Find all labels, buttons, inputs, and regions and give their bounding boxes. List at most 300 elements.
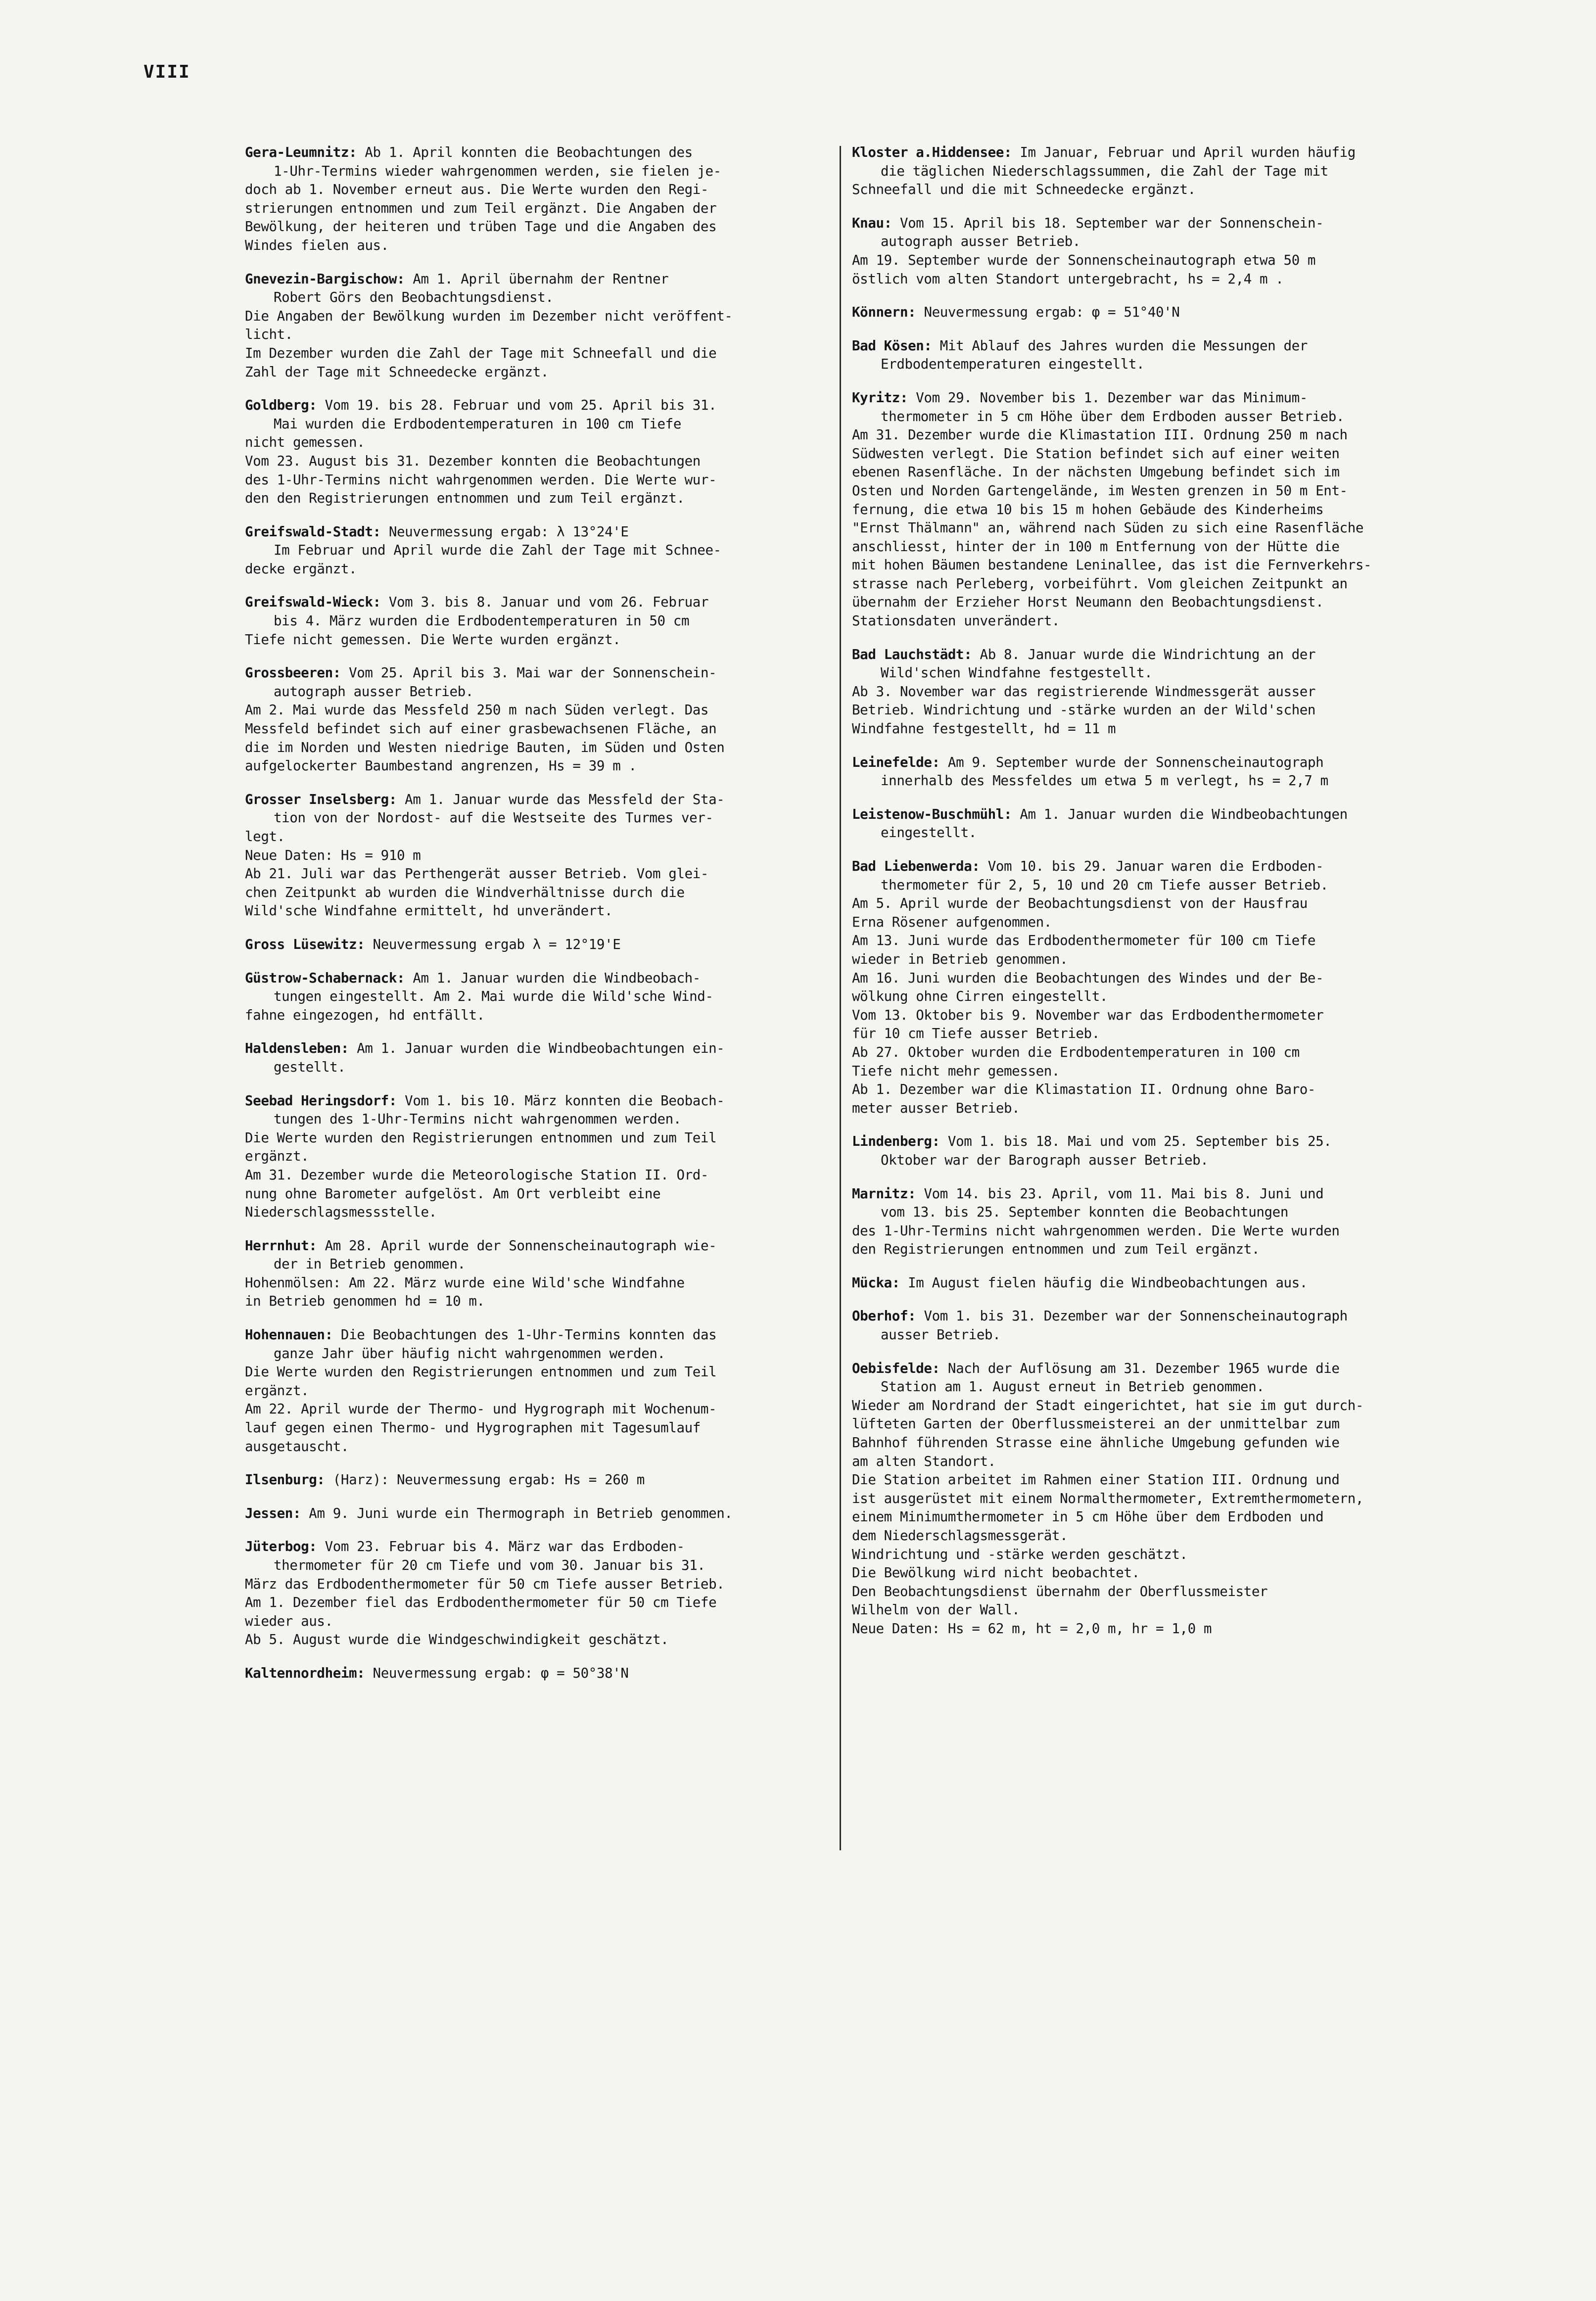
station-name: Herrnhut: (245, 1237, 317, 1254)
entry-line (245, 1556, 834, 1575)
entry-line (245, 162, 834, 181)
entry-text: den Registrierungen entnommen und zum Teil ergänzt. (852, 1241, 1260, 1258)
station-name: Bad Lauchstädt: (852, 646, 972, 662)
station-entry (852, 646, 1488, 739)
right-column (852, 143, 1488, 1653)
entry-text: Windfahne festgestellt, hd = 11 m (852, 721, 1116, 737)
entry-text: strasse nach Perleberg, vorbeiführt. Vom gleichen Zeitpunkt an (852, 575, 1348, 592)
entry-text: Betrieb. Windrichtung und -stärke wurden an der Wild'schen (852, 702, 1316, 718)
entry-line (245, 809, 834, 828)
entry-text: Am 13. Juni wurde das Erdbodenthermometer für 100 cm Tiefe (852, 933, 1316, 949)
station-name: Ilsenburg: (245, 1472, 325, 1488)
entry-text: Am 1. Januar wurden die Windbeobachtungen (1020, 806, 1348, 822)
entry-line (852, 463, 1488, 482)
station-name: Bad Kösen: (852, 337, 932, 354)
entry-text: Die Station arbeitet im Rahmen einer Station III. Ordnung und (852, 1472, 1340, 1488)
entry-text: Vom 23. Februar bis 4. März war das Erdboden- (325, 1539, 685, 1555)
entry-text: Vom 1. bis 31. Dezember war der Sonnenscheinautograph (924, 1308, 1348, 1324)
station-entry (245, 1471, 834, 1490)
entry-text: Erna Rösener aufgenommen. (852, 914, 1052, 930)
station-entry (852, 1185, 1488, 1259)
entry-line (852, 1601, 1488, 1620)
entry-text: "Ernst Thälmann" an, während nach Süden zu sich eine Rasenfläche (852, 520, 1364, 536)
entry-text: den den Registrierungen entnommen und zum Teil ergänzt. (245, 490, 685, 507)
entry-text: Am 9. September wurde der Sonnenscheinautograph (947, 754, 1324, 770)
entry-line (245, 326, 834, 344)
entry-line (245, 1575, 834, 1594)
entry-text: Nach der Auflösung am 31. Dezember 1965 wurde die (947, 1360, 1340, 1376)
entry-text: Ab 1. April konnten die Beobachtungen des (365, 144, 693, 160)
entry-line (245, 396, 834, 415)
entry-line (852, 1546, 1488, 1564)
entry-line (245, 1237, 834, 1256)
entry-text: Vom 23. August bis 31. Dezember konnten die Beobachtungen (245, 453, 701, 469)
entry-line (245, 969, 834, 988)
entry-text: wieder aus. (245, 1613, 333, 1629)
entry-text: ergänzt. (245, 1148, 309, 1165)
entry-text: Zahl der Tage mit Schneedecke ergänzt. (245, 364, 549, 380)
entry-line (245, 1292, 834, 1311)
entry-text: aufgelockerter Baumbestand angrenzen, Hs = 39 m . (245, 758, 637, 774)
entry-line (852, 575, 1488, 594)
entry-line (245, 1504, 834, 1523)
entry-text: Vom 1. bis 10. März konnten die Beobach- (405, 1092, 725, 1109)
station-name: Goldberg: (245, 397, 317, 414)
station-name: Leinefelde: (852, 754, 940, 770)
station-name: Könnern: (852, 304, 916, 321)
station-name: Gera-Leumnitz: (245, 144, 357, 160)
entry-line (852, 894, 1488, 913)
station-name: Oberhof: (852, 1308, 916, 1324)
entry-line (852, 987, 1488, 1006)
entry-line (852, 824, 1488, 843)
station-name: Gross Lüsewitz: (245, 936, 365, 952)
entry-text: mit hohen Bäumen bestandene Leninallee, das ist die Fernverkehrs- (852, 557, 1372, 573)
entry-line (852, 1185, 1488, 1204)
entry-text: Vom 1. bis 18. Mai und vom 25. September bis 25. (947, 1133, 1332, 1150)
entry-line (852, 1062, 1488, 1081)
station-name: Kaltennordheim: (245, 1665, 365, 1681)
entry-line (852, 270, 1488, 289)
entry-line (245, 884, 834, 902)
entry-line (245, 1345, 834, 1363)
station-name: Jessen: (245, 1505, 301, 1521)
entry-line (245, 270, 834, 289)
entry-text: doch ab 1. November erneut aus. Die Werte wurden den Regi- (245, 182, 709, 198)
entry-line (245, 1185, 834, 1204)
entry-text: Die Angaben der Bewölkung wurden im Dezember nicht veröffent- (245, 308, 733, 324)
entry-text: Vom 13. Oktober bis 9. November war das Erdbodenthermometer (852, 1007, 1324, 1023)
entry-text: tungen eingestellt. Am 2. Mai wurde die Wild'sche Wind- (274, 988, 713, 1005)
entry-text: für 10 cm Tiefe ausser Betrieb. (852, 1026, 1100, 1042)
entry-line (245, 489, 834, 508)
entry-line (852, 143, 1488, 162)
station-entry (852, 1307, 1488, 1344)
entry-line (245, 631, 834, 650)
entry-text: gestellt. (274, 1059, 346, 1075)
station-entry (245, 969, 834, 1025)
entry-line (852, 701, 1488, 720)
entry-text: eingestellt. (881, 825, 977, 841)
entry-text: Ab 8. Januar wurde die Windrichtung an der (980, 646, 1316, 662)
entry-text: Niederschlagsmessstelle. (245, 1204, 437, 1221)
entry-text: strierungen entnommen und zum Teil ergänzt. Die Angaben der (245, 200, 717, 216)
entry-line (852, 1006, 1488, 1025)
entry-line (852, 556, 1488, 575)
station-name: Kyritz: (852, 389, 908, 406)
entry-line (245, 143, 834, 162)
entry-line (245, 1382, 834, 1401)
entry-text: Mit Ablauf des Jahres wurden die Messungen der (939, 337, 1308, 354)
entry-text: Am 31. Dezember wurde die Meteorologische Station II. Ord- (245, 1167, 709, 1183)
entry-line (852, 720, 1488, 739)
entry-line (852, 181, 1488, 199)
entry-text: Am 1. Januar wurden die Windbeobach- (413, 970, 701, 986)
entry-text: anschliesst, hinter der in 100 m Entfernung von der Hütte die (852, 538, 1340, 555)
station-name: Gnevezin-Bargischow: (245, 271, 405, 287)
entry-line (852, 1527, 1488, 1546)
entry-text: östlich vom alten Standort untergebracht, hs = 2,4 m . (852, 271, 1284, 287)
entry-line (245, 720, 834, 739)
station-entry (852, 1360, 1488, 1639)
entry-text: Im Februar und April wurde die Zahl der Tage mit Schnee- (274, 542, 721, 559)
entry-text: tion von der Nordost- auf die Westseite des Turmes ver- (274, 810, 713, 826)
entry-text: Vom 3. bis 8. Januar und vom 26. Februar (388, 594, 709, 610)
station-entry (245, 1326, 834, 1456)
entry-text: März das Erdbodenthermometer für 50 cm Tiefe ausser Betrieb. (245, 1576, 725, 1592)
entry-line (852, 913, 1488, 932)
entry-line (852, 876, 1488, 895)
entry-line (245, 757, 834, 776)
entry-text: Ab 5. August wurde die Windgeschwindigkeit geschätzt. (245, 1632, 669, 1648)
entry-line (852, 233, 1488, 251)
station-entry (245, 523, 834, 579)
entry-line (245, 1147, 834, 1166)
entry-line (245, 199, 834, 218)
entry-line (852, 932, 1488, 950)
entry-line (245, 664, 834, 683)
entry-text: Wild'schen Windfahne festgestellt. (881, 665, 1153, 681)
entry-text: Am 1. Januar wurden die Windbeobachtungen ein- (357, 1040, 725, 1057)
station-entry (852, 303, 1488, 322)
entry-text: Neuvermessung ergab: φ = 50°38'N (373, 1665, 629, 1681)
entry-line (852, 950, 1488, 969)
entry-text: vom 13. bis 25. September konnten die Beobachtungen (881, 1204, 1288, 1221)
entry-line (852, 1453, 1488, 1471)
station-entry (245, 1039, 834, 1077)
entry-line (245, 1631, 834, 1649)
entry-line (852, 857, 1488, 876)
station-name: Güstrow-Schabernack: (245, 970, 405, 986)
entry-line (245, 236, 834, 255)
entry-line (245, 452, 834, 471)
entry-text: dem Niederschlagsmessgerät. (852, 1528, 1068, 1544)
entry-line (245, 1326, 834, 1345)
station-entry (245, 791, 834, 921)
entry-line (245, 541, 834, 560)
entry-line (852, 1043, 1488, 1062)
entry-text: nung ohne Barometer aufgelöst. Am Ort verbleibt eine (245, 1185, 661, 1202)
entry-text: Erdbodentemperaturen eingestellt. (881, 356, 1145, 373)
left-column (245, 143, 834, 1698)
entry-text: ausgetauscht. (245, 1438, 349, 1455)
entry-text: Den Beobachtungsdienst übernahm der Oberflussmeister (852, 1583, 1268, 1599)
entry-line (245, 307, 834, 326)
station-entry (852, 857, 1488, 1118)
entry-text: Am 31. Dezember wurde die Klimastation III. Ordnung 250 m nach (852, 427, 1348, 443)
entry-line (852, 1203, 1488, 1222)
entry-line (852, 538, 1488, 557)
entry-text: Hohenmölsen: Am 22. März wurde eine Wild'sche Windfahne (245, 1274, 685, 1291)
entry-text: Messfeld befindet sich auf einer grasbewachsenen Fläche, an (245, 721, 717, 737)
entry-line (245, 415, 834, 434)
entry-text: Vom 29. November bis 1. Dezember war das Minimum- (916, 389, 1308, 406)
entry-text: Am 5. April wurde der Beobachtungsdienst von der Hausfrau (852, 895, 1308, 912)
entry-text: Vom 10. bis 29. Januar waren die Erdboden- (987, 858, 1324, 874)
entry-line (852, 753, 1488, 772)
entry-text: Die Beobachtungen des 1-Uhr-Termins konnten das (340, 1327, 717, 1343)
entry-text: Oktober war der Barograph ausser Betrieb. (881, 1152, 1209, 1168)
station-entry (852, 214, 1488, 288)
station-name: Mücka: (852, 1274, 900, 1291)
station-entry (852, 389, 1488, 631)
entry-line (245, 1110, 834, 1129)
station-name: Seebad Heringsdorf: (245, 1092, 397, 1109)
entry-line (852, 969, 1488, 988)
entry-line (245, 344, 834, 363)
entry-line (245, 1538, 834, 1556)
entry-text: ergänzt. (245, 1382, 309, 1399)
entry-text: chen Zeitpunkt ab wurden die Windverhältnisse durch die (245, 884, 685, 900)
entry-line (852, 1378, 1488, 1397)
entry-line (245, 593, 834, 612)
entry-text: lüfteten Garten der Oberflussmeisterei an der unmittelbar zum (852, 1416, 1340, 1432)
entry-line (245, 846, 834, 865)
entry-line (852, 1415, 1488, 1434)
entry-text: ausser Betrieb. (881, 1327, 1001, 1343)
entry-line (852, 501, 1488, 519)
entry-text: Am 1. Dezember fiel das Erdbodenthermometer für 50 cm Tiefe (245, 1595, 717, 1611)
entry-text: licht. (245, 327, 293, 343)
entry-text: fernung, die etwa 10 bis 15 m hohen Gebäude des Kinderheims (852, 501, 1324, 517)
entry-line (852, 1397, 1488, 1415)
entry-line (245, 1058, 834, 1077)
entry-text: Neue Daten: Hs = 62 m, ht = 2,0 m, hr = 1,0 m (852, 1620, 1212, 1637)
entry-text: wölkung ohne Cirren eingestellt. (852, 988, 1108, 1005)
entry-text: lauf gegen einen Thermo- und Hygrographen mit Tagesumlauf (245, 1420, 701, 1436)
entry-text: Vom 25. April bis 3. Mai war der Sonnenschein- (349, 665, 717, 681)
entry-text: Wilhelm von der Wall. (852, 1602, 1020, 1618)
entry-line (245, 1006, 834, 1025)
station-name: Greifswald-Wieck: (245, 594, 381, 610)
entry-line (852, 162, 1488, 181)
entry-line (852, 1274, 1488, 1293)
entry-text: die täglichen Niederschlagssummen, die Zahl der Tage mit (881, 163, 1328, 179)
entry-text: ebenen Rasenfläche. In der nächsten Umgebung befindet sich im (852, 464, 1340, 480)
entry-text: autograph ausser Betrieb. (881, 234, 1080, 250)
entry-text: wieder in Betrieb genommen. (852, 951, 1068, 967)
entry-line (852, 646, 1488, 664)
entry-line (852, 683, 1488, 702)
station-name: Greifswald-Stadt: (245, 523, 381, 540)
entry-line (245, 1363, 834, 1382)
station-entry (245, 593, 834, 649)
entry-line (245, 1664, 834, 1683)
station-name: Marnitz: (852, 1185, 916, 1202)
entry-text: Mai wurden die Erdbodentemperaturen in 100 cm Tiefe (274, 416, 681, 432)
entry-text: innerhalb des Messfeldes um etwa 5 m verlegt, hs = 2,7 m (881, 773, 1328, 789)
entry-line (852, 251, 1488, 270)
entry-text: Im August fielen häufig die Windbeobachtungen aus. (908, 1274, 1308, 1291)
entry-line (852, 1025, 1488, 1043)
entry-line (245, 1203, 834, 1222)
entry-line (245, 612, 834, 631)
entry-line (852, 1508, 1488, 1527)
entry-text: Neue Daten: Hs = 910 m (245, 847, 421, 863)
entry-text: Schneefall und die mit Schneedecke ergänzt. (852, 182, 1196, 198)
station-entry (852, 337, 1488, 374)
station-name: Leistenow-Buschmühl: (852, 806, 1012, 822)
station-name: Grosser Inselsberg: (245, 791, 397, 807)
station-entry (852, 1132, 1488, 1170)
entry-text: Am 2. Mai wurde das Messfeld 250 m nach Süden verlegt. Das (245, 702, 709, 718)
entry-text: Am 22. April wurde der Thermo- und Hygrograph mit Wochenum- (245, 1401, 717, 1417)
entry-line (852, 214, 1488, 233)
entry-line (245, 791, 834, 809)
entry-line (852, 519, 1488, 538)
entry-line (852, 355, 1488, 374)
entry-text: Robert Görs den Beobachtungsdienst. (274, 289, 554, 306)
entry-text: Am 19. September wurde der Sonnenscheinautograph etwa 50 m (852, 252, 1316, 268)
entry-line (852, 482, 1488, 501)
station-entry (245, 1504, 834, 1523)
entry-text: Bahnhof führenden Strasse eine ähnliche Umgebung gefunden wie (852, 1435, 1340, 1451)
entry-line (245, 739, 834, 757)
entry-text: Die Werte wurden den Registrierungen entnommen und zum Teil (245, 1364, 717, 1380)
entry-line (245, 1419, 834, 1438)
entry-text: Am 28. April wurde der Sonnenscheinautograph wie- (325, 1237, 717, 1254)
entry-line (852, 303, 1488, 322)
entry-line (852, 1080, 1488, 1099)
entry-text: Bewölkung, der heiteren und trüben Tage und die Angaben des (245, 219, 717, 235)
entry-line (852, 426, 1488, 445)
entry-text: Neuvermessung ergab: λ 13°24'E (388, 523, 629, 540)
entry-text: Stationsdaten unverändert. (852, 613, 1060, 629)
entry-text: decke ergänzt. (245, 561, 357, 577)
entry-line (852, 805, 1488, 824)
entry-line (852, 772, 1488, 791)
entry-text: bis 4. März wurden die Erdbodentemperaturen in 50 cm (274, 613, 690, 629)
entry-text: thermometer in 5 cm Höhe über dem Erdboden ausser Betrieb. (881, 408, 1345, 424)
entry-line (852, 593, 1488, 612)
entry-line (245, 1594, 834, 1612)
entry-text: Vom 15. April bis 18. September war der Sonnenschein- (899, 215, 1324, 231)
station-entry (852, 805, 1488, 843)
entry-text: Am 1. April übernahm der Rentner (413, 271, 669, 287)
entry-text: Windes fielen aus. (245, 237, 389, 253)
entry-text: Im Januar, Februar und April wurden häufig (1020, 144, 1356, 160)
entry-text: Vom 14. bis 23. April, vom 11. Mai bis 8. Juni und (924, 1185, 1324, 1202)
station-entry (245, 1237, 834, 1311)
entry-text: Neuvermessung ergab λ = 12°19'E (373, 936, 621, 952)
entry-line (852, 1132, 1488, 1151)
station-entry (245, 396, 834, 508)
entry-line (852, 1583, 1488, 1601)
entry-line (852, 664, 1488, 683)
entry-line (245, 865, 834, 884)
entry-line (245, 218, 834, 236)
entry-text: übernahm der Erzieher Horst Neumann den Beobachtungsdienst. (852, 594, 1324, 610)
entry-line (245, 683, 834, 702)
entry-text: Südwesten verlegt. Die Station befindet sich auf einer weiten (852, 445, 1340, 462)
entry-text: Ab 21. Juli war das Perthengerät ausser Betrieb. Vom glei- (245, 866, 709, 882)
entry-text: Wild'sche Windfahne ermittelt, hd unverändert. (245, 903, 613, 919)
entry-line (245, 1039, 834, 1058)
entry-line (245, 433, 834, 452)
entry-text: Ab 27. Oktober wurden die Erdbodentemperaturen in 100 cm (852, 1044, 1300, 1060)
entry-line (852, 1564, 1488, 1583)
column-divider (840, 146, 841, 1850)
entry-text: in Betrieb genommen hd = 10 m. (245, 1293, 485, 1310)
entry-line (245, 288, 834, 307)
entry-line (245, 1092, 834, 1111)
entry-line (852, 445, 1488, 464)
entry-text: Wieder am Nordrand der Stadt eingerichtet, hat sie im gut durch- (852, 1397, 1364, 1413)
entry-line (245, 701, 834, 720)
entry-line (852, 1360, 1488, 1378)
entry-text: Am 16. Juni wurden die Beobachtungen des Windes und der Be- (852, 970, 1324, 986)
entry-line (852, 1307, 1488, 1326)
entry-text: Die Bewölkung wird nicht beobachtet. (852, 1565, 1140, 1581)
entry-line (852, 612, 1488, 631)
entry-line (245, 560, 834, 579)
entry-text: am alten Standort. (852, 1453, 996, 1469)
station-entry (245, 143, 834, 255)
entry-text: der in Betrieb genommen. (274, 1256, 466, 1272)
entry-line (852, 389, 1488, 408)
entry-text: 1-Uhr-Termins wieder wahrgenommen werden, sie fielen je- (274, 163, 721, 179)
entry-text: tungen des 1-Uhr-Termins nicht wahrgenommen werden. (274, 1111, 681, 1127)
entry-text: Am 1. Januar wurde das Messfeld der Sta- (405, 791, 725, 807)
entry-text: Windrichtung und -stärke werden geschätzt. (852, 1546, 1188, 1562)
entry-line (852, 1151, 1488, 1170)
entry-line (245, 181, 834, 199)
station-name: Hohennauen: (245, 1327, 333, 1343)
entry-line (852, 337, 1488, 356)
entry-line (245, 936, 834, 954)
station-entry (245, 936, 834, 954)
entry-text: fahne eingezogen, hd entfällt. (245, 1007, 485, 1023)
station-name: Kloster a.Hiddensee: (852, 144, 1012, 160)
entry-text: Die Werte wurden den Registrierungen entnommen und zum Teil (245, 1129, 717, 1146)
station-entry (245, 1092, 834, 1222)
station-name: Oebisfelde: (852, 1360, 940, 1376)
entry-text: Tiefe nicht gemessen. Die Werte wurden ergänzt. (245, 631, 621, 648)
entry-text: Ab 3. November war das registrierende Windmessgerät ausser (852, 683, 1316, 700)
entry-line (852, 1326, 1488, 1345)
entry-line (245, 363, 834, 382)
station-name: Knau: (852, 215, 892, 231)
entry-text: (Harz): Neuvermessung ergab: Hs = 260 m (332, 1472, 645, 1488)
entry-text: thermometer für 2, 5, 10 und 20 cm Tiefe ausser Betrieb. (881, 877, 1328, 893)
station-name: Lindenberg: (852, 1133, 940, 1150)
entry-line (852, 408, 1488, 426)
entry-line (245, 1166, 834, 1185)
entry-text: des 1-Uhr-Termins nicht wahrgenommen werden. Die Werte wurden (852, 1222, 1340, 1239)
entry-line (245, 1471, 834, 1490)
entry-text: nicht gemessen. (245, 434, 365, 451)
entry-line (245, 523, 834, 542)
